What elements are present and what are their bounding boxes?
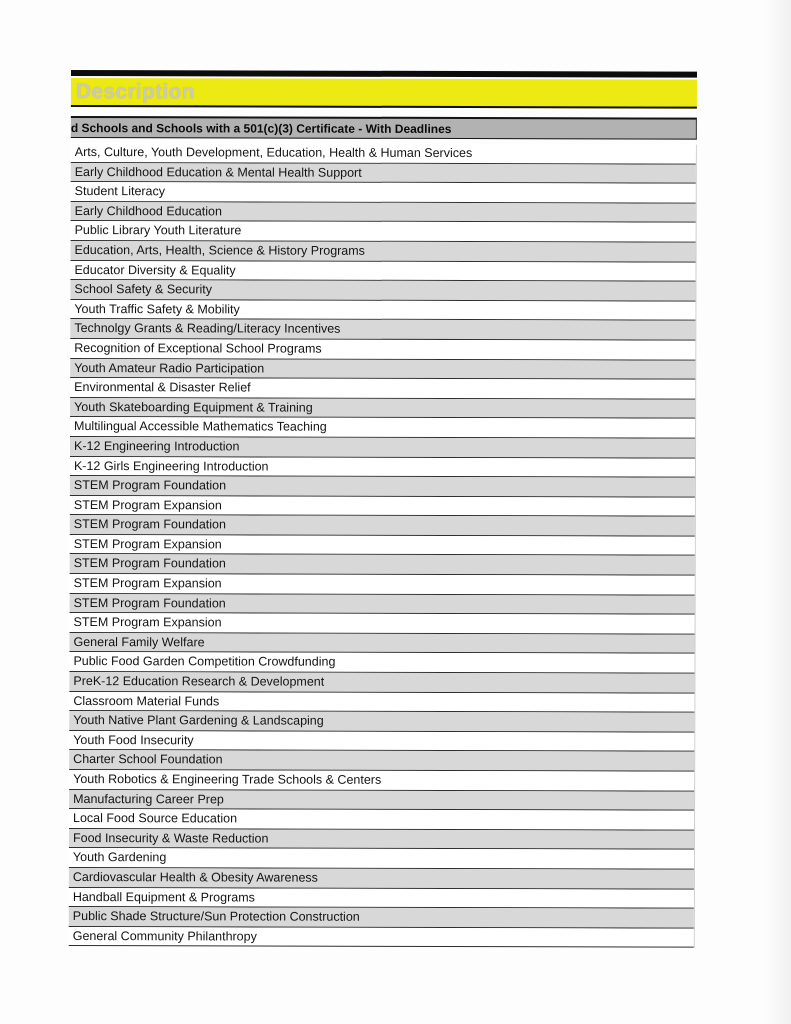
row-label: Youth Native Plant Gardening & Landscaping: [73, 713, 324, 728]
table-row: [70, 554, 695, 575]
table-row: [70, 574, 695, 595]
table-row: [70, 359, 695, 380]
table-row: [69, 750, 694, 771]
table-row: [69, 809, 694, 830]
table-row: [70, 417, 695, 438]
row-label: STEM Program Expansion: [73, 536, 222, 552]
row-label: Youth Food Insecurity: [73, 732, 194, 748]
table-row: [69, 907, 694, 928]
row-label: PreK-12 Education Research & Development: [73, 674, 325, 689]
row-label: Local Food Source Education: [73, 811, 238, 826]
table-row: [70, 319, 695, 340]
row-label: Youth Gardening: [72, 850, 167, 865]
table-row: [70, 437, 695, 458]
row-label: Education, Arts, Health, Science & History Programs: [74, 242, 365, 258]
row-label: Cardiovascular Health & Obesity Awareness: [72, 869, 318, 885]
row-label: Youth Skateboarding Equipment & Training: [74, 399, 313, 415]
subheader-band: [71, 116, 697, 140]
row-label: General Family Welfare: [73, 634, 205, 650]
row-label: Public Library Youth Literature: [74, 223, 242, 238]
row-label: K-12 Girls Engineering Introduction: [73, 458, 269, 474]
row-label: School Safety & Security: [74, 282, 213, 297]
table-row: [69, 633, 694, 654]
table-row: [71, 221, 696, 242]
description-header-band: [71, 78, 697, 109]
table-row: [70, 613, 695, 634]
row-label: K-12 Engineering Introduction: [73, 438, 240, 454]
table-row: [70, 515, 695, 536]
description-header-title: Description: [75, 79, 195, 103]
table-row: [71, 202, 696, 223]
row-label: Handball Equipment & Programs: [72, 889, 255, 905]
row-label: Early Childhood Education: [74, 203, 222, 219]
row-label: Youth Robotics & Engineering Trade Schools & Centers: [73, 772, 382, 787]
row-label: STEM Program Expansion: [73, 497, 222, 513]
row-label: STEM Program Foundation: [73, 556, 226, 571]
table-row: [70, 594, 695, 615]
table-row: [70, 456, 695, 477]
subheader-text: d Schools and Schools with a 501(c)(3) Certificate - With Deadlines: [70, 120, 452, 136]
table-row: [69, 790, 694, 811]
row-label: Environmental & Disaster Relief: [74, 380, 251, 395]
table-row: [69, 848, 694, 869]
row-label: Early Childhood Education & Mental Health Support: [74, 164, 362, 180]
row-label: Youth Amateur Radio Participation: [74, 360, 265, 376]
row-label: STEM Program Expansion: [73, 576, 222, 591]
table-row: [69, 829, 694, 850]
table-row: [69, 770, 694, 791]
row-label: STEM Program Foundation: [73, 517, 226, 532]
table-row: [69, 927, 694, 948]
table-row: [70, 378, 695, 399]
row-label: Classroom Material Funds: [73, 693, 220, 709]
table-row: [70, 280, 695, 301]
row-label: Multilingual Accessible Mathematics Teaching: [74, 419, 327, 434]
row-label: Manufacturing Career Prep: [73, 791, 224, 806]
table-row: [71, 143, 696, 164]
row-label: Technolgy Grants & Reading/Literacy Incentives: [74, 321, 341, 337]
table-row: [70, 398, 695, 419]
row-label: Youth Traffic Safety & Mobility: [74, 301, 240, 317]
table-row: [69, 731, 694, 752]
row-label: Public Food Garden Competition Crowdfunding: [73, 654, 336, 670]
table-row: [70, 339, 695, 360]
row-label: STEM Program Foundation: [73, 595, 226, 611]
description-table: [69, 70, 697, 948]
row-label: Student Literacy: [74, 184, 166, 199]
table-row: [70, 300, 695, 321]
table-row: [69, 888, 694, 909]
table-row: [69, 672, 694, 693]
top-border: [71, 70, 697, 78]
row-label: Public Shade Structure/Sun Protection Construction: [72, 909, 360, 924]
table-row: [71, 182, 696, 203]
row-label: STEM Program Expansion: [73, 615, 222, 630]
table-row: [70, 476, 695, 497]
table-row: [70, 496, 695, 517]
table-row: [69, 692, 694, 713]
table-row: [71, 163, 696, 184]
row-label: Recognition of Exceptional School Programs: [74, 340, 322, 356]
table-row: [69, 652, 694, 673]
row-label: Educator Diversity & Equality: [74, 262, 236, 277]
table-row: [69, 711, 694, 732]
row-label: General Community Philanthropy: [72, 928, 257, 944]
table-row: [71, 241, 696, 262]
table-row: [69, 868, 694, 889]
table-row: [70, 261, 695, 282]
row-label: Arts, Culture, Youth Development, Education, Health & Human Services: [74, 145, 473, 161]
table-row: [70, 535, 695, 556]
description-rows: [69, 143, 697, 948]
row-label: STEM Program Foundation: [73, 478, 227, 493]
row-label: Food Insecurity & Waste Reduction: [72, 830, 269, 846]
row-label: Charter School Foundation: [73, 752, 223, 767]
